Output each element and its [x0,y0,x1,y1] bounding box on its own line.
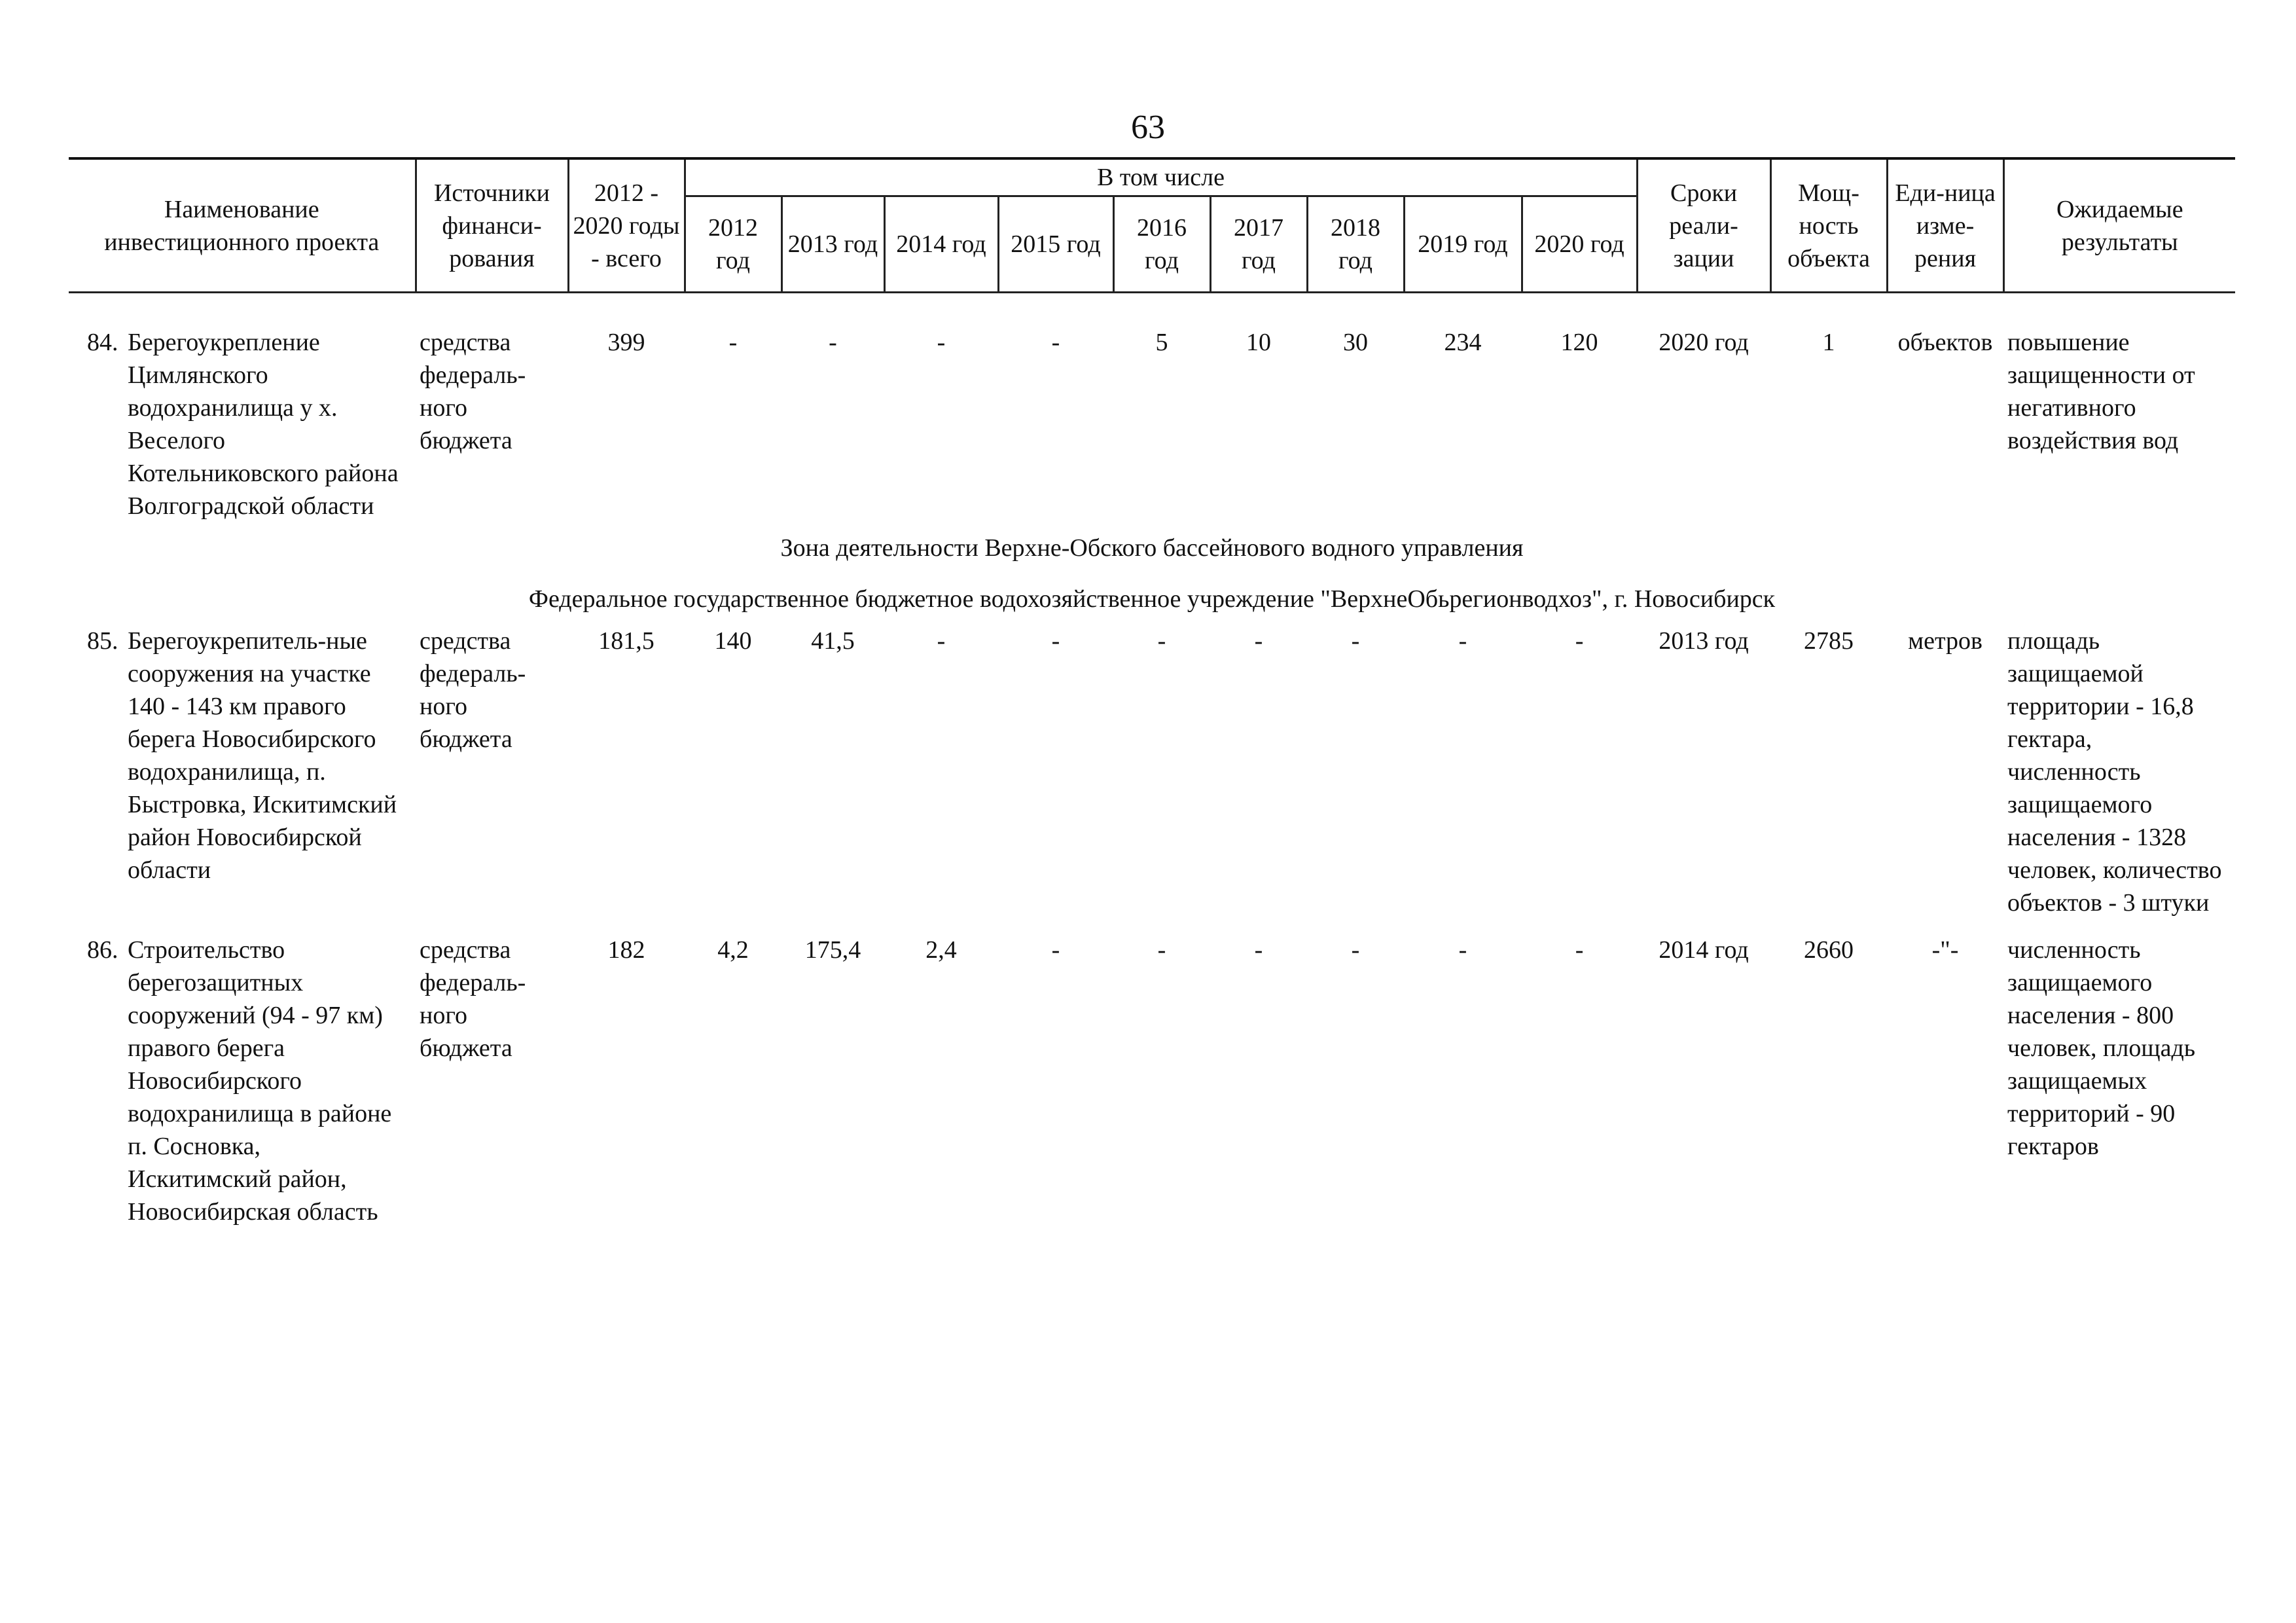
implementation-term: 2014 год [1659,936,1749,964]
year-value: 30 [1343,329,1368,356]
expected-results: повышение защищенности от негативного воздействия вод [2007,329,2195,454]
year-value: - [1051,627,1060,655]
investment-projects-table [69,157,2235,1228]
header-year: 2016 год [1113,196,1210,293]
unit: метров [1908,627,1983,655]
year-value: 140 [714,627,752,655]
header-year: 2015 год [998,196,1113,293]
project-name: Берегоукрепитель-ные сооружения на участке 140 - 143 км правого берега Новосибирского водохранилища, п. Быстровка, Искитимский район Новосибирской области [128,627,397,884]
year-value: 5 [1155,329,1168,356]
table-body [69,293,2235,1229]
total-amount: 181,5 [598,627,655,655]
section-institution: Федеральное государственное бюджетное водохозяйственное учреждение "ВерхнеОбьрегионводхоз", г. Новосибирск [528,585,1776,613]
year-value: - [829,329,837,356]
table-header [69,158,2235,293]
expected-results: площадь защищаемой территории - 16,8 гектара, численность защищаемого населения - 1328 человек, количество объектов - 3 штуки [2007,627,2222,917]
row-index: 86. [87,936,118,964]
page-number: 63 [1131,109,1165,146]
expected-results: численность защищаемого населения - 800 человек, площадь защищаемых территорий - 90 гектаров [2007,936,2196,1160]
year-value: - [1575,936,1584,964]
unit: объектов [1897,329,1993,356]
year-value: 41,5 [811,627,855,655]
year-value: 234 [1444,329,1482,356]
header-source: Источники финанси-рования [416,158,568,293]
project-name-cell [69,326,416,522]
capacity: 1 [1822,329,1835,356]
project-name: Берегоукрепление Цимлянского водохранилища у х. Веселого Котельниковского района Волгоградской области [128,329,399,520]
table-row [69,934,2235,1228]
header-name: Наименование инвестиционного проекта [69,158,416,293]
year-value: - [1157,627,1166,655]
year-value: - [937,627,946,655]
year-value: 10 [1246,329,1271,356]
funding-source: средства федераль-ного бюджета [420,627,526,753]
header-capacity: Мощ-ность объекта [1770,158,1887,293]
unit: -"- [1931,936,1959,964]
implementation-term: 2013 год [1659,627,1749,655]
header-year: 2017 год [1210,196,1307,293]
header-including: В том числе [685,158,1637,196]
header-results: Ожидаемые результаты [2003,158,2235,293]
year-value: - [1254,627,1263,655]
capacity: 2660 [1804,936,1854,964]
header-year: 2013 год [781,196,884,293]
capacity: 2785 [1804,627,1854,655]
implementation-term: 2020 год [1659,329,1749,356]
spacer [69,919,2235,934]
year-value: - [1458,627,1467,655]
year-value: 2,4 [925,936,957,964]
header-terms: Сроки реали-зации [1637,158,1770,293]
year-value: - [1051,936,1060,964]
project-name: Строительство берегозащитных сооружений (94 - 97 км) правого берега Новосибирского водохранилища в районе п. Сосновка, Искитимский район, Новосибирская область [128,936,392,1226]
year-value: - [937,329,946,356]
row-index: 85. [87,627,118,655]
header-year: 2020 год [1522,196,1637,293]
year-value: - [1254,936,1263,964]
year-value: - [728,329,738,356]
year-value: 4,2 [717,936,749,964]
year-value: - [1575,627,1584,655]
section-zone: Зона деятельности Верхне-Обского бассейнового водного управления [780,534,1524,562]
header-unit: Еди-ница изме-рения [1887,158,2003,293]
total-amount: 182 [607,936,645,964]
header-year: 2018 год [1307,196,1404,293]
year-value: 120 [1560,329,1598,356]
table-row [69,625,2235,919]
year-value: - [1351,936,1360,964]
total-amount: 399 [607,329,645,356]
header-year: 2019 год [1404,196,1522,293]
year-value: - [1458,936,1467,964]
row-index: 84. [87,329,118,356]
funding-source: средства федераль-ного бюджета [420,329,526,454]
header-year: 2014 год [884,196,998,293]
year-value: - [1157,936,1166,964]
project-name-cell [69,625,416,919]
funding-source: средства федераль-ного бюджета [420,936,526,1062]
header-year: 2012 год [685,196,781,293]
table-row [69,326,2235,522]
year-value: - [1351,627,1360,655]
header-total: 2012 - 2020 годы - всего [568,158,685,293]
spacer [69,293,2235,327]
year-value: 175,4 [804,936,861,964]
year-value: - [1051,329,1060,356]
project-name-cell [69,934,416,1228]
